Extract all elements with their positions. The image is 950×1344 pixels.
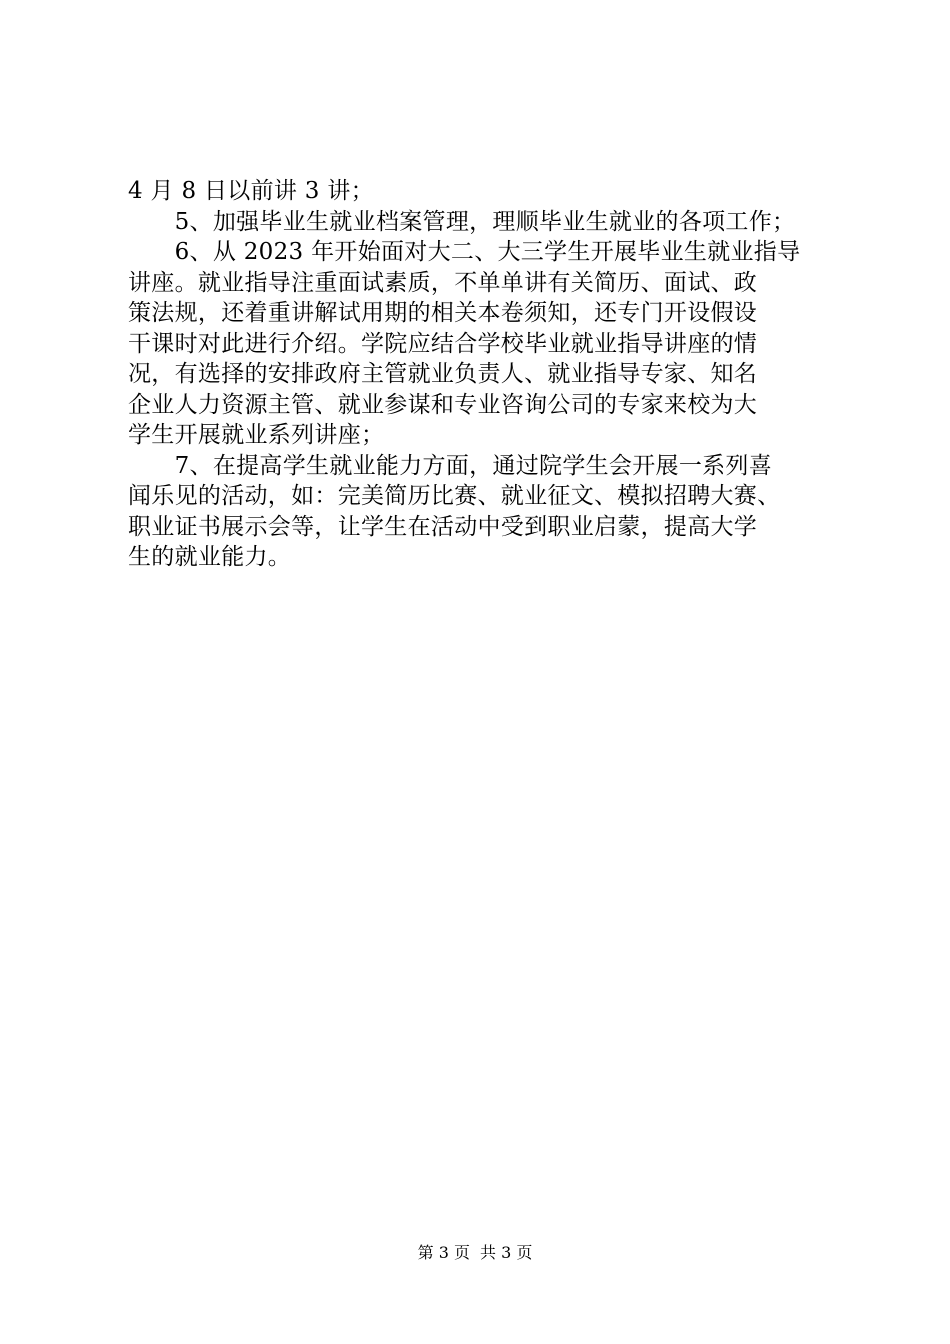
text-line: 学生开展就业系列讲座； xyxy=(128,422,385,448)
text-line: 策法规，还着重讲解试用期的相关本卷须知，还专门开设假设 xyxy=(128,300,758,326)
text-line: 4 月 8 日以前讲 3 讲； xyxy=(128,178,374,204)
text-line: 5、加强毕业生就业档案管理，理顺毕业生就业的各项工作； xyxy=(128,208,796,235)
text-line: 讲座。就业指导注重面试素质，不单单讲有关简历、面试、政 xyxy=(128,269,758,296)
document-body xyxy=(128,176,828,573)
page-number: 第 3 页 xyxy=(417,1243,470,1262)
text-line: 6、从 2023 年开始面对大二、大三学生开展毕业生就业指导 xyxy=(128,239,801,265)
page-footer xyxy=(0,1243,950,1263)
text-line: 企业人力资源主管、就业参谋和专业咨询公司的专家来校为大 xyxy=(128,391,758,418)
text-line: 7、在提高学生就业能力方面，通过院学生会开展一系列喜 xyxy=(128,452,773,479)
text-line: 闻乐见的活动，如：完美简历比赛、就业征文、模拟招聘大赛、 xyxy=(128,483,781,509)
text-line: 职业证书展示会等，让学生在活动中受到职业启蒙，提高大学 xyxy=(128,513,758,540)
text-line: 生的就业能力。 xyxy=(128,544,292,570)
page-total: 共 3 页 xyxy=(480,1243,533,1262)
text-line: 况，有选择的安排政府主管就业负责人、就业指导专家、知名 xyxy=(128,361,758,387)
text-line: 干课时对此进行介绍。学院应结合学校毕业就业指导讲座的情 xyxy=(128,330,758,357)
